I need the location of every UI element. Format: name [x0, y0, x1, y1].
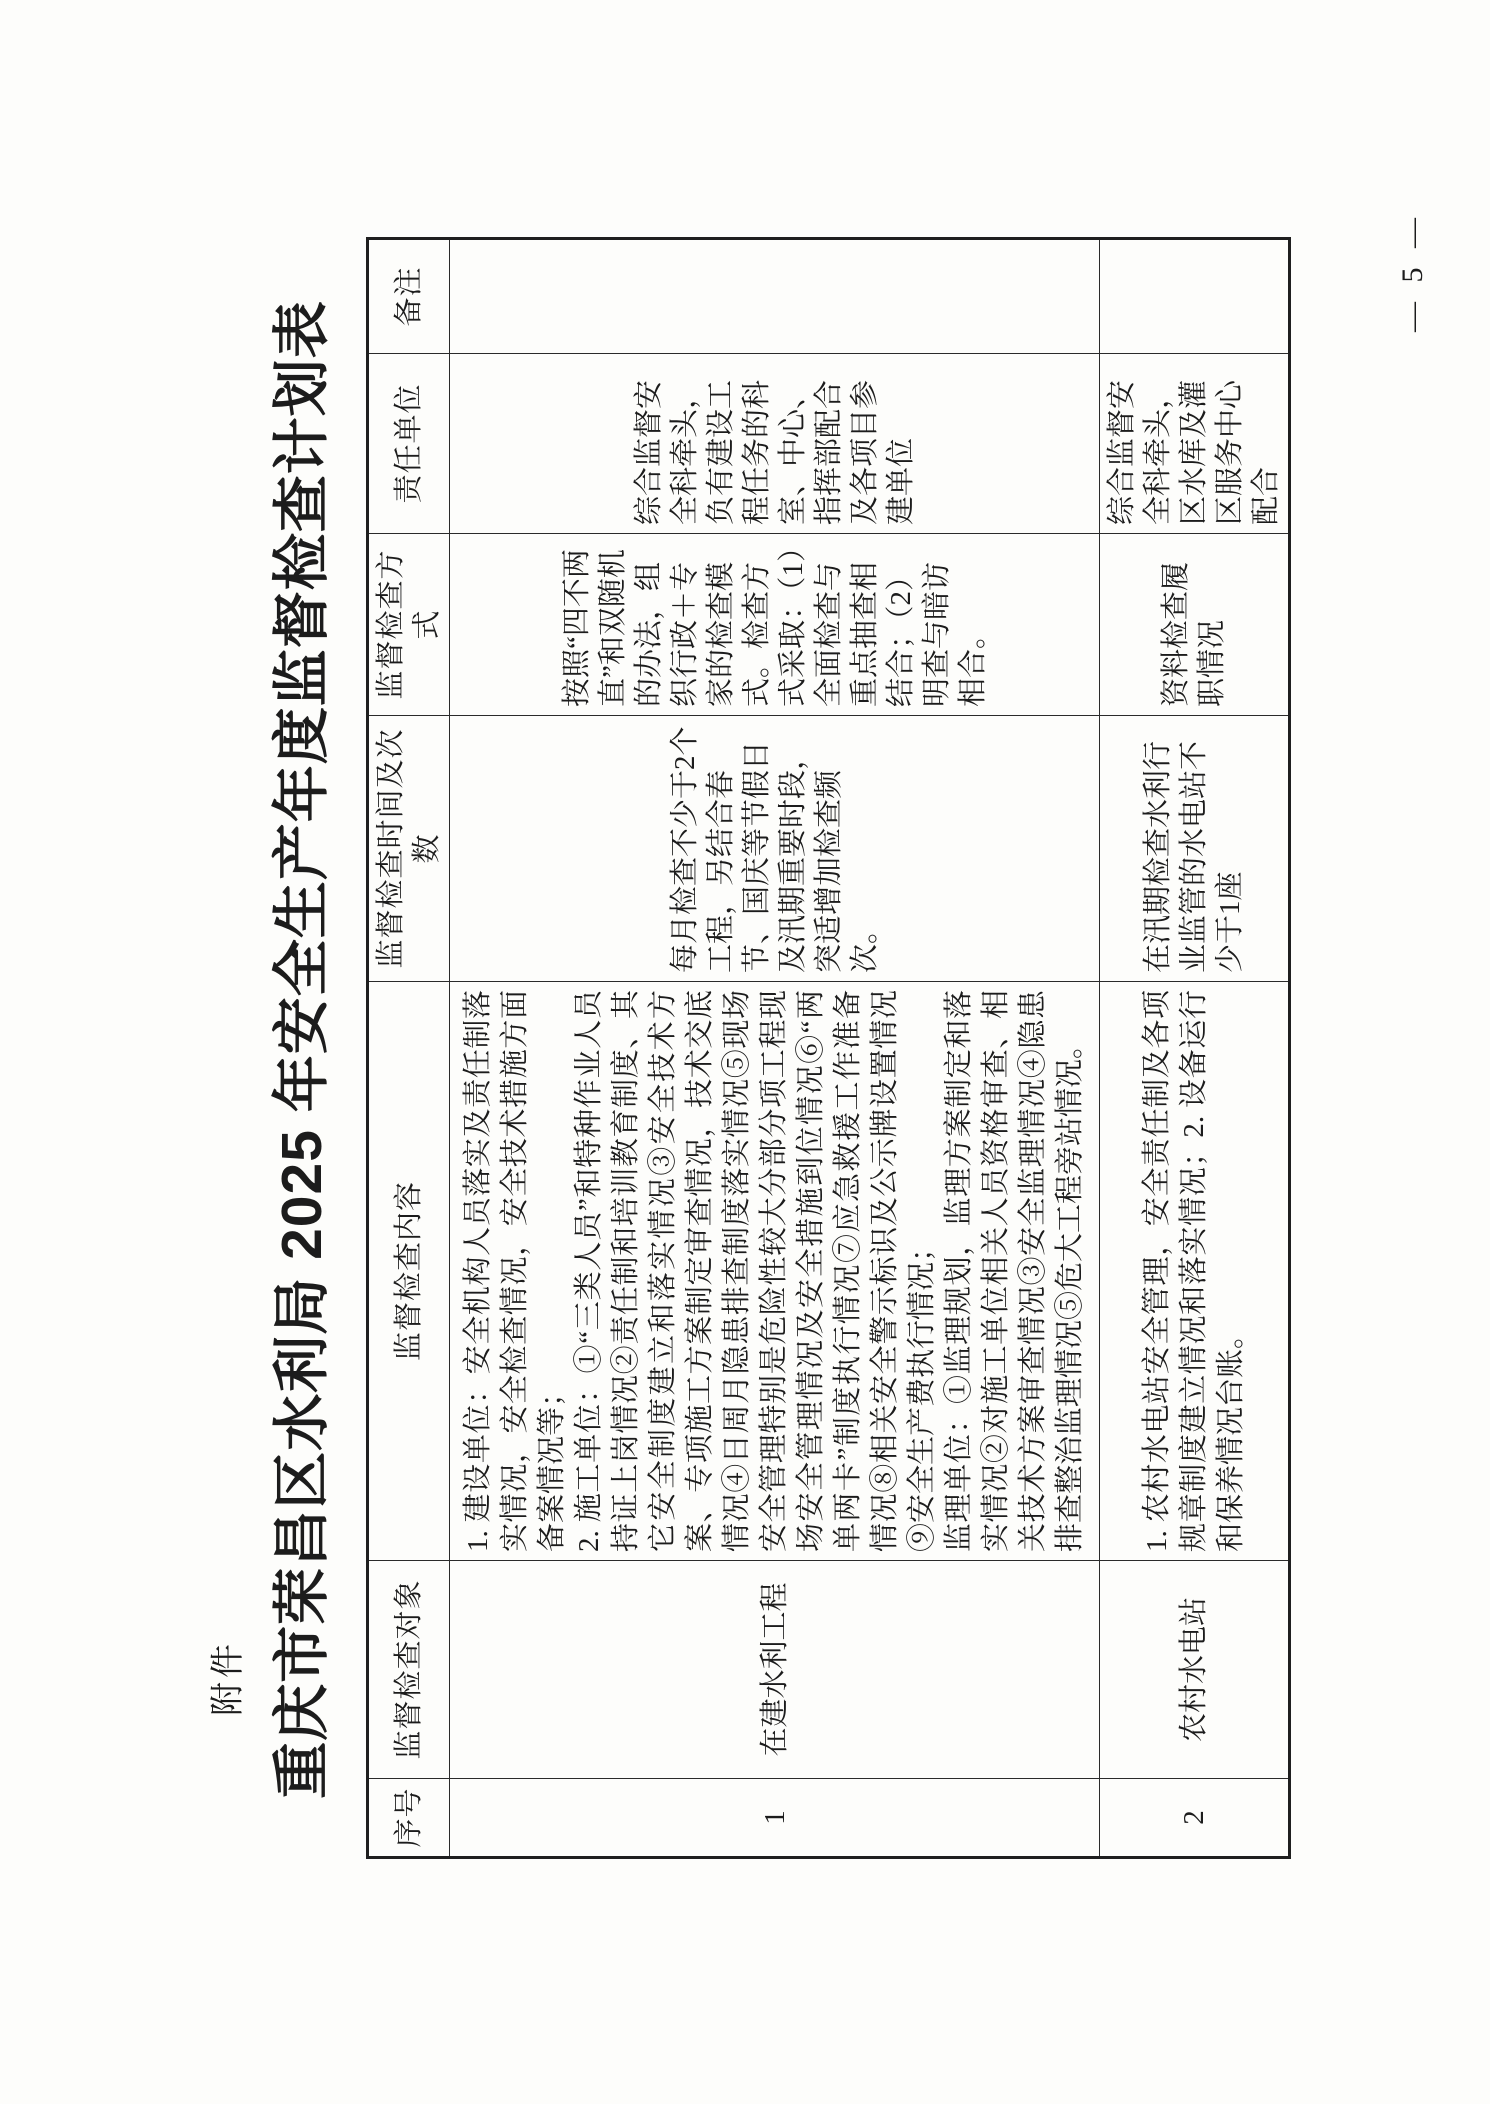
schedule-cell	[450, 716, 1100, 982]
responsible-text: 综合监督安全科牵头，负有建设工程任务的科室、中心、指挥部配合及各项目参建单位	[632, 379, 917, 525]
method-cell	[1100, 534, 1290, 716]
remark-cell	[1100, 239, 1290, 354]
content-paragraph: 1. 农村水电站安全管理，安全责任制及各项规章制度建立情况和落实情况；2. 设备运行和保养情况台账。	[1140, 990, 1247, 1552]
header-schedule: 监督检查时间及次数	[368, 716, 450, 982]
method-cell	[450, 534, 1100, 716]
table-row	[450, 239, 1100, 1858]
method-text: 资料检查履职情况	[1160, 561, 1228, 707]
attachment-label: 附件	[210, 1640, 247, 1716]
seq-cell: 1	[450, 1779, 1100, 1858]
header-target: 监督检查对象	[368, 1561, 450, 1779]
table-row	[1100, 239, 1290, 1858]
table-header-row	[368, 239, 450, 1858]
content-cell	[450, 982, 1100, 1561]
page-title: 重庆市荣昌区水利局 2025 年安全生产年度监督检查计划表	[270, 300, 334, 1799]
method-text: 按照“四不两直”和双随机的办法，组织行政＋专家的检查模式。检查方式采取：（1）全面检查与重点抽查相结合；（2）明查与暗访相合。	[560, 547, 989, 707]
content-cell	[1100, 982, 1290, 1561]
content-paragraph: 2. 施工单位：①“三类人员”和特种作业人员持证上岗情况②责任制和培训教育制度、其它安全制度建立和落实情况③安全技术方案、专项施工方案制定审查情况，技术交底情况④日周月隐患排查制度落实情况⑤现场安全管理特别是危险性较大分部分项工程现场安全管理情况及安全措施到位情况⑥“两单两卡”制度执行情况⑦应急救援工作准备情况⑧相关安全警示标识及公示牌设置情况⑨安全生产费执行情况；	[573, 990, 938, 1552]
content-paragraph: 1. 建设单位：安全机构人员落实及责任制落实情况，安全检查情况，安全技术措施方面备案情况等；	[462, 990, 568, 1552]
seq-cell: 2	[1100, 1779, 1290, 1858]
inspection-plan-table	[366, 237, 1291, 1859]
content-paragraph: 监理单位：①监理规划，监理方案制定和落实情况②对施工单位相关人员资格审查、相关技术方案审查情况③安全监理情况④隐患排查整治监理情况⑤危大工程旁站情况。	[943, 990, 1086, 1552]
header-method: 监督检查方式	[368, 534, 450, 716]
target-cell: 农村水电站	[1100, 1561, 1290, 1779]
remark-cell	[450, 239, 1100, 354]
responsible-cell	[450, 354, 1100, 534]
responsible-text: 综合监督安全科牵头，区水库及灌区服务中心配合	[1106, 379, 1282, 525]
schedule-text: 每月检查不少于2个工程，另结合春节、国庆等节假日及汛期重要时段，突适增加检查频次。	[668, 726, 881, 973]
responsible-cell	[1100, 354, 1290, 534]
header-seq: 序号	[368, 1779, 450, 1858]
header-remark: 备注	[368, 239, 450, 354]
target-cell: 在建水利工程	[450, 1561, 1100, 1779]
page-number: — 5 —	[1396, 212, 1429, 332]
header-responsible: 责任单位	[368, 354, 450, 534]
schedule-text: 在汛期检查水利行业监管的水电站不少于1座	[1142, 740, 1246, 973]
header-content: 监督检查内容	[368, 982, 450, 1561]
schedule-cell	[1100, 716, 1290, 982]
